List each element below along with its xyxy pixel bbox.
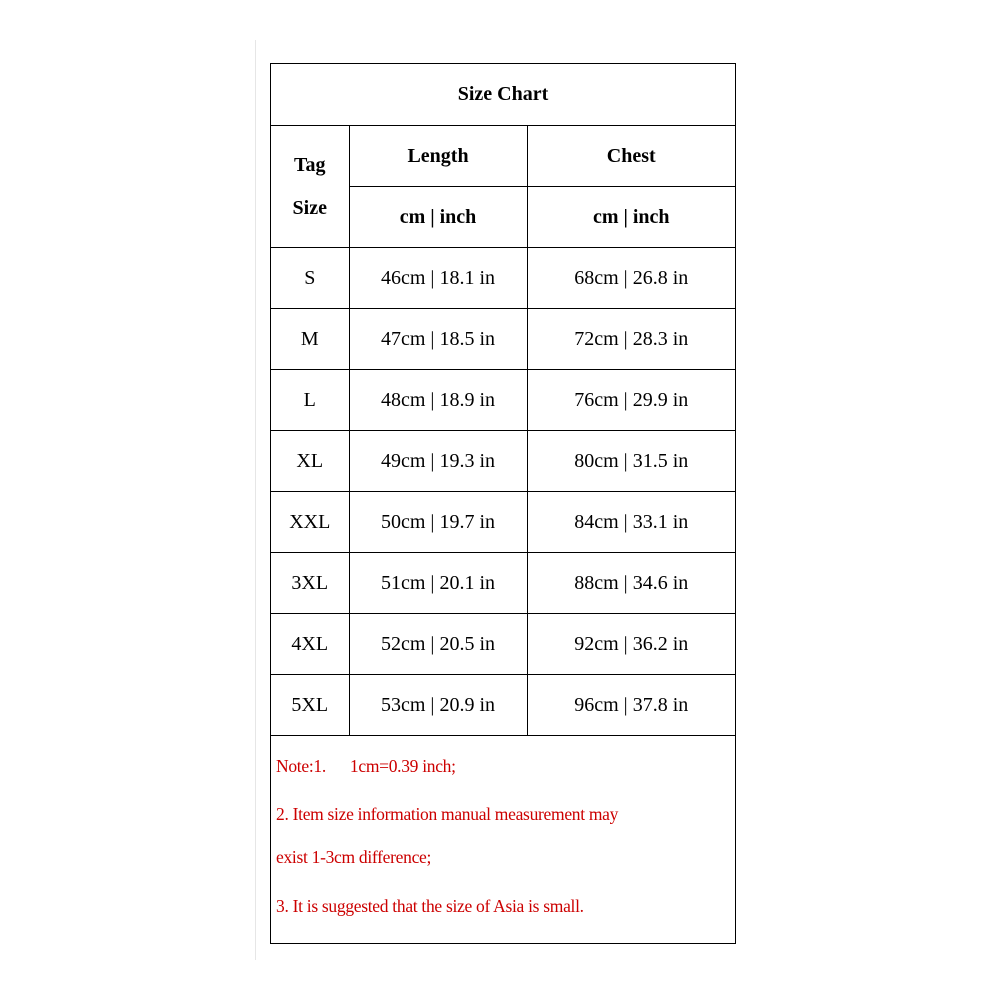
length-cell: 50cm | 19.7 in <box>349 492 527 553</box>
length-cell: 46cm | 18.1 in <box>349 248 527 309</box>
size-cell: S <box>271 248 349 309</box>
chest-header: Chest <box>527 126 735 187</box>
note-1-text: 1cm=0.39 inch; <box>349 756 456 776</box>
length-cell: 52cm | 20.5 in <box>349 614 527 675</box>
table-row <box>271 309 735 370</box>
table-row <box>271 431 735 492</box>
length-cell: 48cm | 18.9 in <box>349 370 527 431</box>
table-row <box>271 370 735 431</box>
size-cell: 3XL <box>271 553 349 614</box>
tag-size-header-line1: Tag <box>293 153 326 176</box>
chest-cell: 96cm | 37.8 in <box>527 675 735 736</box>
size-cell: 4XL <box>271 614 349 675</box>
note-2-line-1: 2. Item size information manual measurement may <box>276 804 619 824</box>
note-2-line-2: exist 1-3cm difference; <box>276 847 432 867</box>
notes-section <box>271 736 735 926</box>
size-cell: XL <box>271 431 349 492</box>
length-header: Length <box>349 126 527 187</box>
table-row <box>271 492 735 553</box>
chart-title: Size Chart <box>271 64 735 126</box>
note-1 <box>276 756 735 804</box>
chest-cell: 68cm | 26.8 in <box>527 248 735 309</box>
table-row <box>271 614 735 675</box>
chest-cell: 80cm | 31.5 in <box>527 431 735 492</box>
table-row <box>271 553 735 614</box>
tag-size-header-line2: Size <box>292 196 327 219</box>
size-cell: M <box>271 309 349 370</box>
size-cell: 5XL <box>271 675 349 736</box>
chest-unit-header: cm | inch <box>527 187 735 248</box>
title-row <box>271 64 735 126</box>
note-3: 3. It is suggested that the size of Asia is small. <box>276 896 584 916</box>
size-cell: L <box>271 370 349 431</box>
length-cell: 53cm | 20.9 in <box>349 675 527 736</box>
tag-size-header <box>271 126 349 248</box>
length-cell: 47cm | 18.5 in <box>349 309 527 370</box>
length-cell: 49cm | 19.3 in <box>349 431 527 492</box>
size-cell: XXL <box>271 492 349 553</box>
header-row <box>271 126 735 187</box>
note-1-prefix: Note:1. <box>276 756 326 776</box>
chest-cell: 72cm | 28.3 in <box>527 309 735 370</box>
chest-cell: 76cm | 29.9 in <box>527 370 735 431</box>
length-unit-header: cm | inch <box>349 187 527 248</box>
chest-cell: 88cm | 34.6 in <box>527 553 735 614</box>
chest-cell: 84cm | 33.1 in <box>527 492 735 553</box>
chest-cell: 92cm | 36.2 in <box>527 614 735 675</box>
divider-line <box>255 40 256 960</box>
size-table <box>271 64 735 736</box>
size-chart <box>270 63 736 944</box>
table-row <box>271 248 735 309</box>
table-row <box>271 675 735 736</box>
length-cell: 51cm | 20.1 in <box>349 553 527 614</box>
